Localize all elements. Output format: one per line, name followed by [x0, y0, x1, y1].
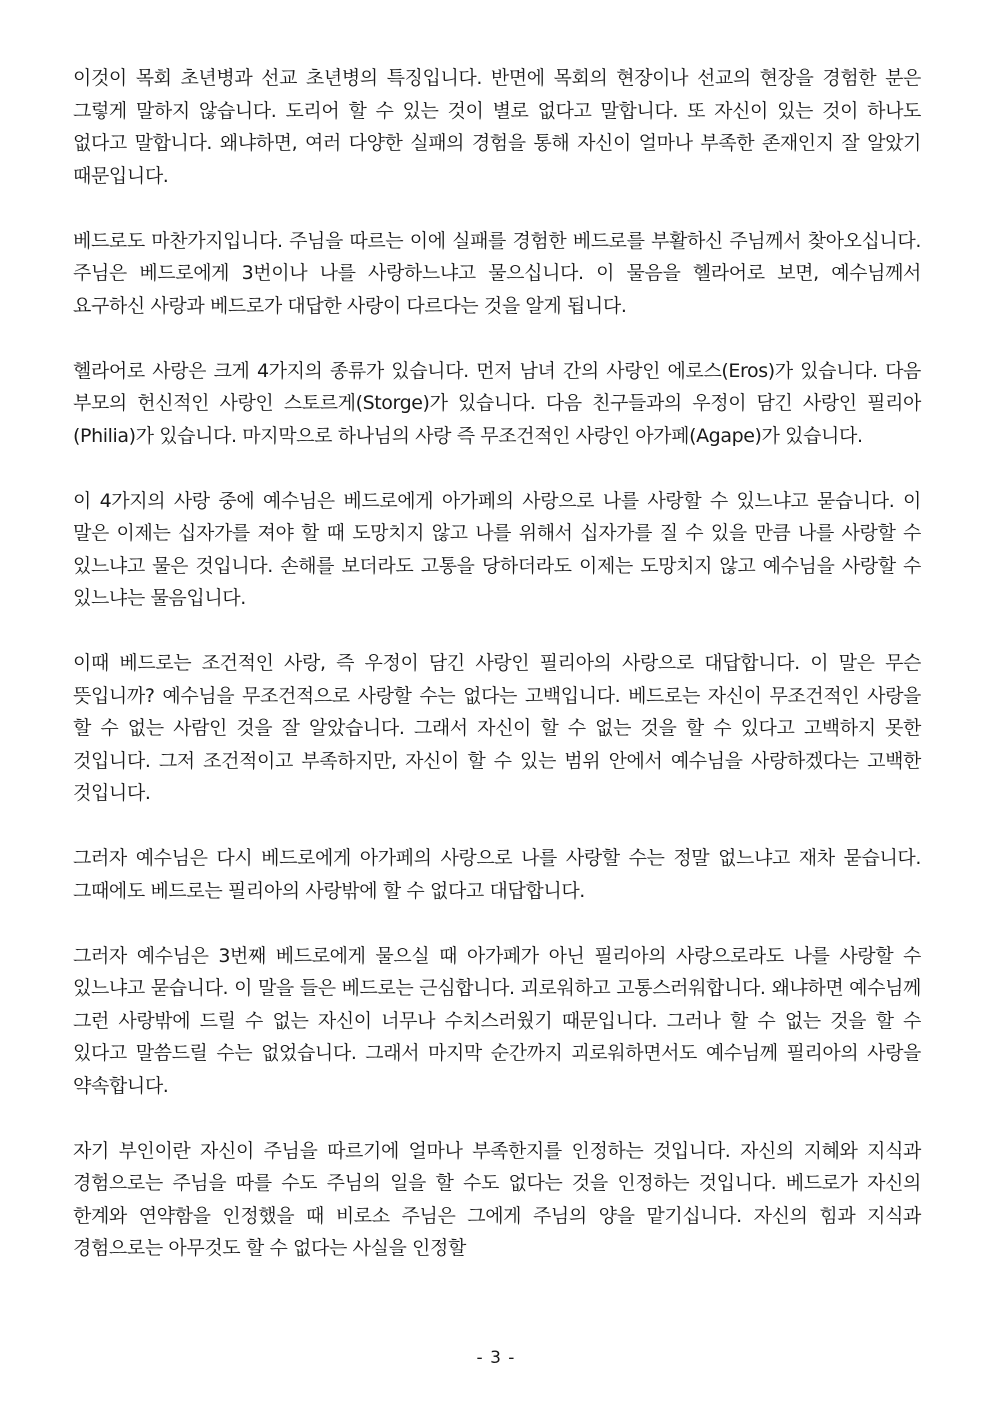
paragraph-8: 자기 부인이란 자신이 주님을 따르기에 얼마나 부족한지를 인정하는 것입니다. 자신의 지혜와 지식과 경험으로는 주님을 따를 수도 주님의 일을 할 수도 없다는 것을 인정하는 것입니다. 베드로가 자신의 한계와 연약함을 인정했을 때 비로소 주님은 그에게 주님의 양을 맡기십니다. 자신의 힘과 지식과 경험으로는 아무것도 할 수 없다는 사실을 인정할 [73, 1139, 921, 1259]
page-number: - 3 - [476, 1348, 516, 1368]
paragraph-4: 이 4가지의 사랑 중에 예수님은 베드로에게 아가페의 사랑으로 나를 사랑할 수 있느냐고 묻습니다. 이 말은 이제는 십자가를 져야 할 때 도망치지 않고 나를 위해서 십자가를 질 수 있을 만큼 나를 사랑할 수 있느냐고 물은 것입니다. 손해를 보더라도 고통을 당하더라도 이제는 도망치지 않고 예수님을 사랑할 수 있느냐는 물음입니다. [73, 489, 921, 609]
document-body [73, 62, 921, 1265]
paragraph-2: 베드로도 마찬가지입니다. 주님을 따르는 이에 실패를 경험한 베드로를 부활하신 주님께서 찾아오십니다. 주님은 베드로에게 3번이나 나를 사랑하느냐고 물으십니다. 이 물음을 헬라어로 보면, 예수님께서 요구하신 사랑과 베드로가 대답한 사랑이 다르다는 것을 알게 됩니다. [73, 229, 921, 317]
paragraph-3: 헬라어로 사랑은 크게 4가지의 종류가 있습니다. 먼저 남녀 간의 사랑인 에로스(Eros)가 있습니다. 다음 부모의 헌신적인 사랑인 스토르게(Storge)가 있습니다. 다음 친구들과의 우정이 담긴 사랑인 필리아(Philia)가 있습니다. 마지막으로 하나님의 사랑 즉 무조건적인 사랑인 아가페(Agape)가 있습니다. [73, 359, 921, 447]
paragraph-5: 이때 베드로는 조건적인 사랑, 즉 우정이 담긴 사랑인 필리아의 사랑으로 대답합니다. 이 말은 무슨 뜻입니까? 예수님을 무조건적으로 사랑할 수는 없다는 고백입니다. 베드로는 자신이 무조건적인 사랑을 할 수 없는 사람인 것을 잘 알았습니다. 그래서 자신이 할 수 없는 것을 할 수 있다고 고백하지 못한 것입니다. 그저 조건적이고 부족하지만, 자신이 할 수 있는 범위 안에서 예수님을 사랑하겠다는 고백한 것입니다. [73, 652, 921, 804]
paragraph-1: 이것이 목회 초년병과 선교 초년병의 특징입니다. 반면에 목회의 현장이나 선교의 현장을 경험한 분은 그렇게 말하지 않습니다. 도리어 할 수 있는 것이 별로 없다고 말합니다. 또 자신이 있는 것이 하나도 없다고 말합니다. 왜냐하면, 여러 다양한 실패의 경험을 통해 자신이 얼마나 부족한 존재인지 잘 알았기 때문입니다. [73, 67, 921, 187]
paragraph-7: 그러자 예수님은 3번째 베드로에게 물으실 때 아가페가 아닌 필리아의 사랑으로라도 나를 사랑할 수 있느냐고 묻습니다. 이 말을 들은 베드로는 근심합니다. 괴로워하고 고통스러워합니다. 왜냐하면 예수님께 그런 사랑밖에 드릴 수 없는 자신이 너무나 수치스러웠기 때문입니다. 그러나 할 수 없는 것을 할 수 있다고 말씀드릴 수는 없었습니다. 그래서 마지막 순간까지 괴로워하면서도 예수님께 필리아의 사랑을 약속합니다. [73, 944, 921, 1097]
paragraph-6: 그러자 예수님은 다시 베드로에게 아가페의 사랑으로 나를 사랑할 수는 정말 없느냐고 재차 묻습니다. 그때에도 베드로는 필리아의 사랑밖에 할 수 없다고 대답합니다. [73, 847, 921, 902]
